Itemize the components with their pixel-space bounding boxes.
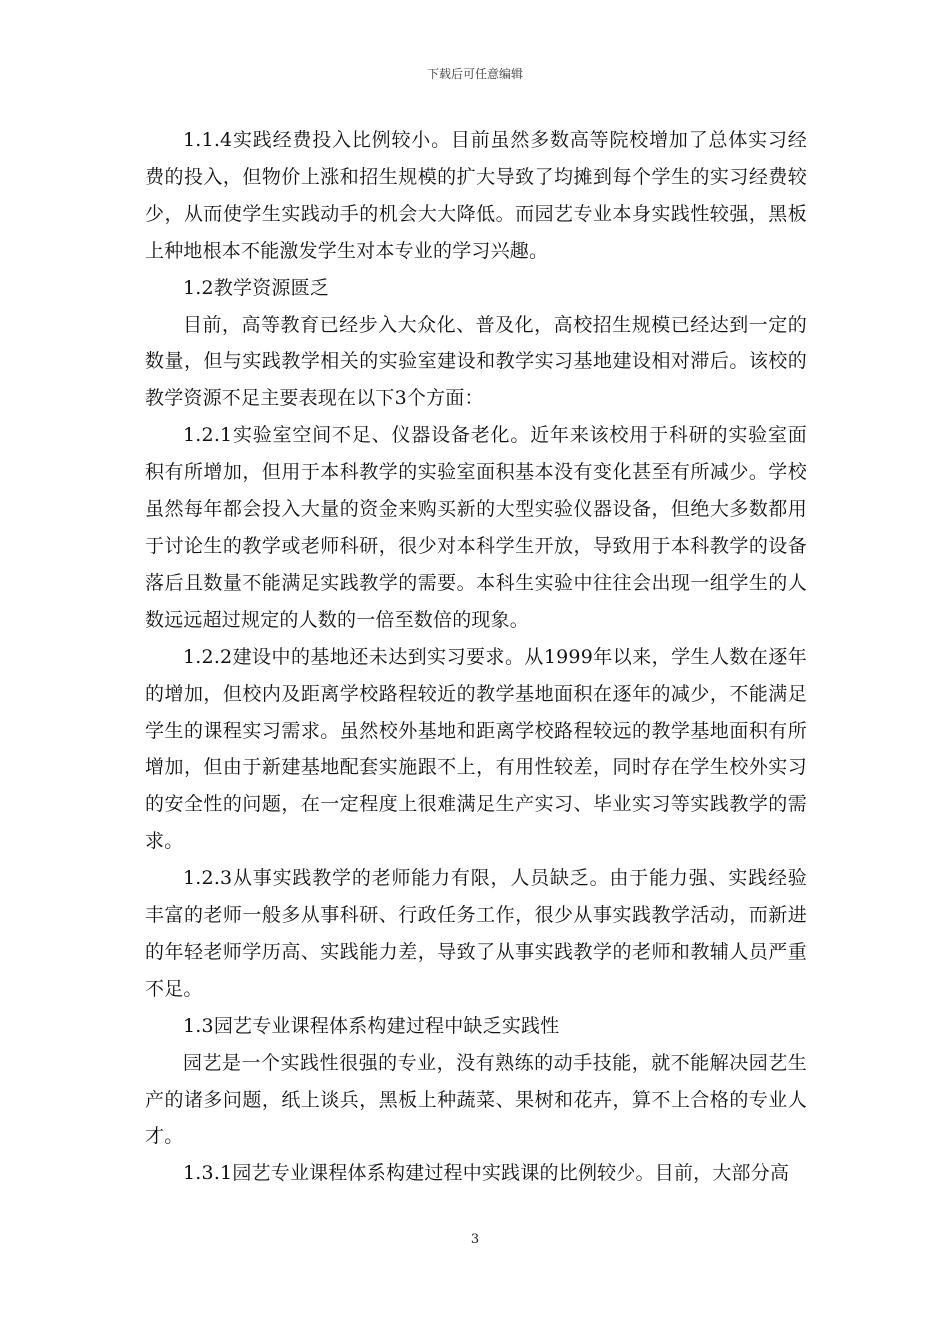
paragraph-1-2-intro: 目前，高等教育已经步入大众化、普及化，高校招生规模已经达到一定的数量，但与实践教学相关的实验室建设和教学实习基地建设相对滞后。该校的教学资源不足主要表现在以下3个方面： [145, 313, 807, 410]
document-body [145, 122, 807, 1192]
paragraph-1-3-intro: 园艺是一个实践性很强的专业，没有熟练的动手技能，就不能解决园艺生产的诸多问题，纸上谈兵，黑板上种蔬菜、果树和花卉，算不上合格的专业人才。 [145, 1051, 807, 1148]
heading-1-2: 1.2教学资源匮乏 [183, 276, 330, 299]
paragraph-1-1-4: 1.1.4实践经费投入比例较小。目前虽然多数高等院校增加了总体实习经费的投入，但物价上涨和招生规模的扩大导致了均摊到每个学生的实习经费较少，从而使学生实践动手的机会大大降低。而园艺专业本身实践性较强，黑板上种地根本不能激发学生对本专业的学习兴趣。 [145, 129, 807, 262]
paragraph-1-2-3: 1.2.3从事实践教学的老师能力有限，人员缺乏。由于能力强、实践经验丰富的老师一般多从事科研、行政任务工作，很少从事实践教学活动，而新进的年轻老师学历高、实践能力差，导致了从事实践教学的老师和教辅人员严重不足。 [145, 867, 807, 1000]
page-header: 下载后可任意编辑 [426, 67, 523, 81]
paragraph-1-2-1: 1.2.1实验室空间不足、仪器设备老化。近年来该校用于科研的实验室面积有所增加，但用于本科教学的实验室面积基本没有变化甚至有所减少。学校虽然每年都会投入大量的资金来购买新的大型实验仪器设备，但绝大多数都用于讨论生的教学或老师科研，很少对本科学生开放，导致用于本科教学的设备落后且数量不能满足实践教学的需要。本科生实验中往往会出现一组学生的人数远远超过规定的人数的一倍至数倍的现象。 [145, 424, 807, 631]
paragraph-1-3-1: 1.3.1园艺专业课程体系构建过程中实践课的比例较少。目前，大部分高 [183, 1162, 790, 1185]
page-number: 3 [470, 1232, 480, 1247]
paragraph-1-2-2: 1.2.2建设中的基地还未达到实习要求。从1999年以来，学生人数在逐年的增加，但校内及距离学校路程较近的教学基地面积在逐年的减少，不能满足学生的课程实习需求。虽然校外基地和距离学校路程较远的教学基地面积有所增加，但由于新建基地配套实施跟不上，有用性较差，同时存在学生校外实习的安全性的问题，在一定程度上很难满足生产实习、毕业实习等实践教学的需求。 [145, 645, 807, 853]
heading-1-3: 1.3园艺专业课程体系构建过程中缺乏实践性 [183, 1014, 560, 1037]
